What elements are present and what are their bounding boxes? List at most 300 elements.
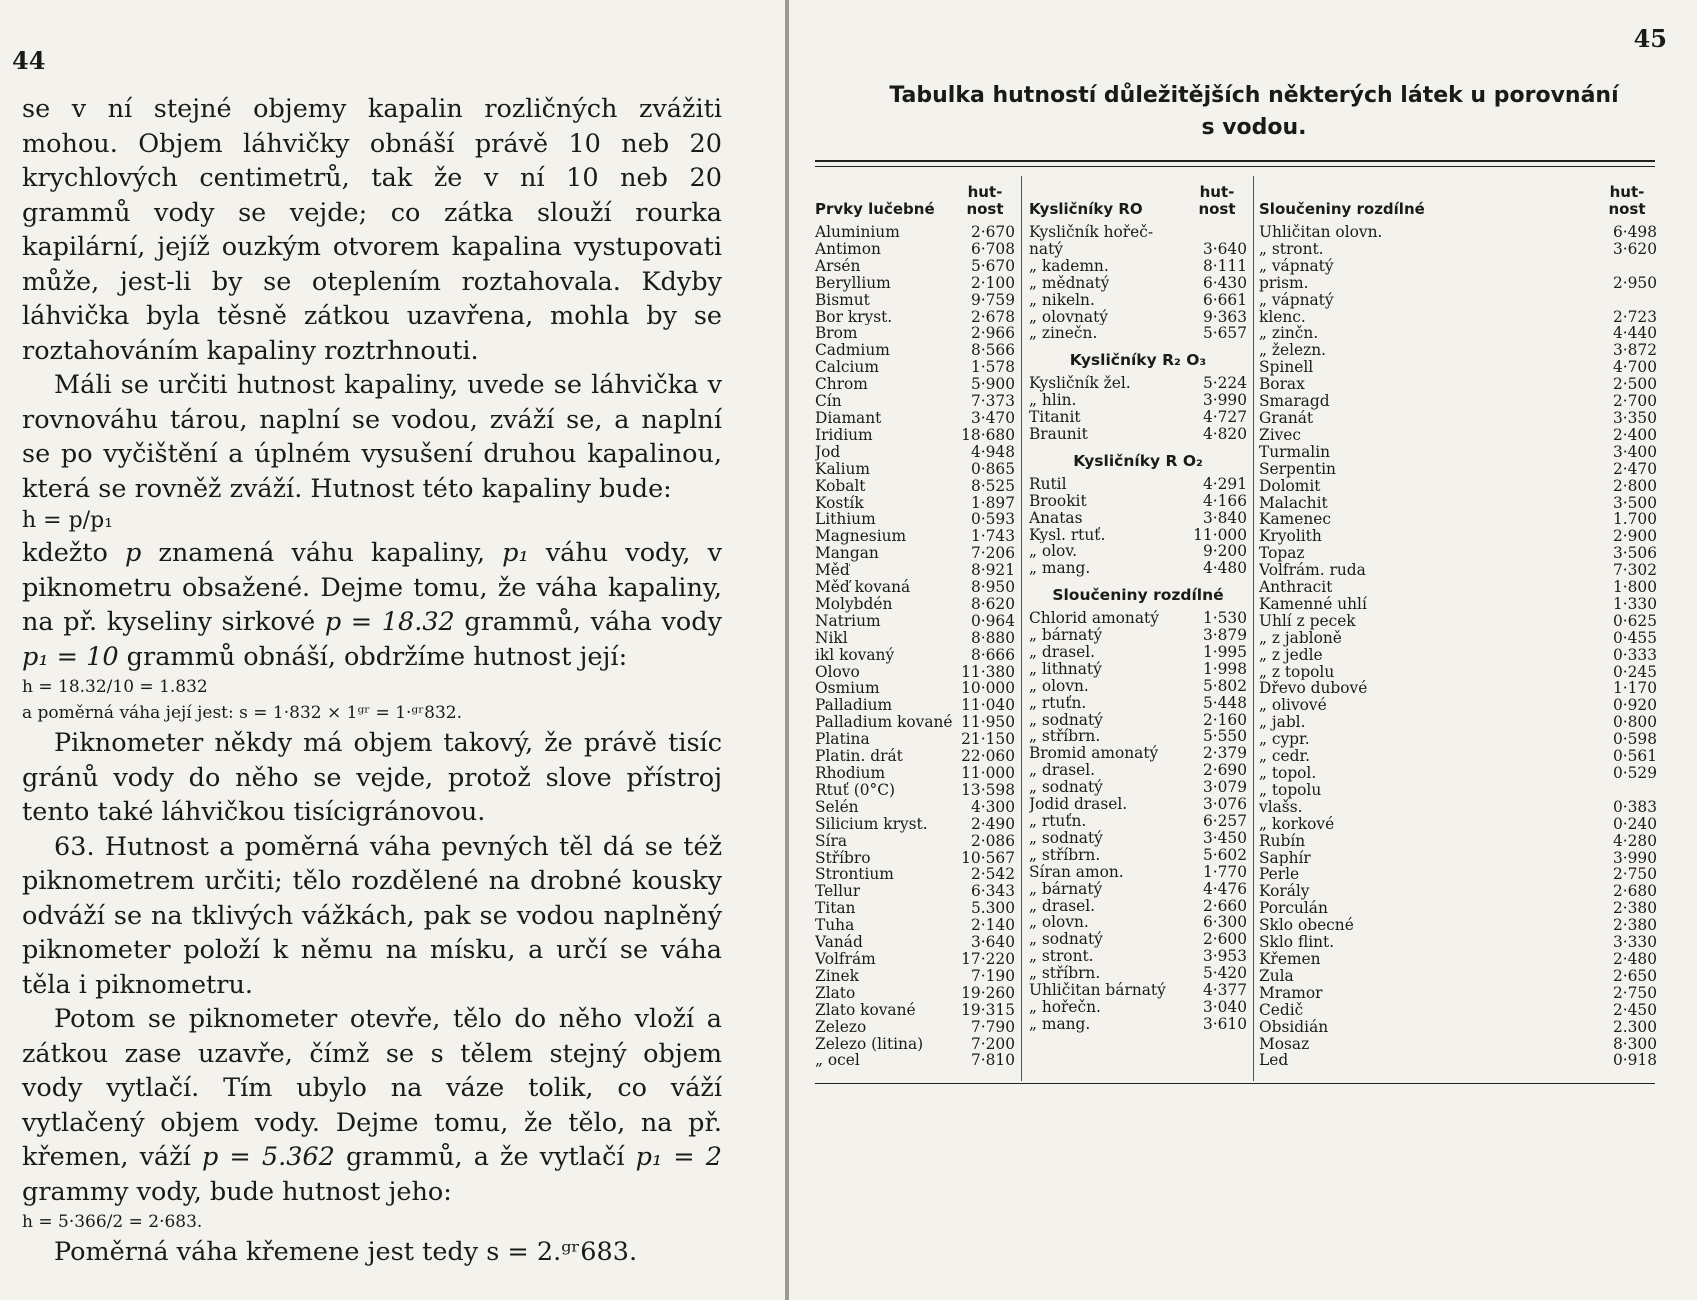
table-row <box>1029 476 1247 493</box>
substance-name: Měď kovaná <box>815 579 911 596</box>
density-value: 7·373 <box>970 392 1015 411</box>
table-row <box>1029 375 1247 392</box>
density-value: 1.700 <box>1612 510 1657 529</box>
density-value: 2·650 <box>1612 966 1657 985</box>
table-rule-top <box>815 160 1655 162</box>
table-row <box>815 376 1015 393</box>
table-row <box>1259 359 1657 376</box>
table-row <box>1029 914 1247 931</box>
table-row <box>1259 917 1657 934</box>
table-row <box>1259 495 1657 512</box>
substance-name: Palladium <box>815 697 893 715</box>
table-row <box>815 1019 1015 1036</box>
table-row <box>1259 376 1657 393</box>
table-row <box>1029 1016 1247 1033</box>
density-value: 4·377 <box>1202 981 1247 1000</box>
density-value: 17·220 <box>961 949 1015 968</box>
substance-name: Žula <box>1259 967 1294 985</box>
density-value: 2·450 <box>1612 1000 1657 1019</box>
density-value: 2·750 <box>1612 983 1657 1002</box>
density-value: 3·610 <box>1202 1014 1247 1033</box>
density-value: 11·380 <box>961 662 1015 681</box>
table-row <box>1259 410 1657 427</box>
density-value: 1·578 <box>970 358 1015 377</box>
table-row <box>815 495 1015 512</box>
substance-name: Mosaz <box>1259 1035 1310 1053</box>
table-row <box>1029 292 1247 309</box>
substance-name: klenc. <box>1259 308 1306 326</box>
substance-name: „ topol. <box>1259 765 1317 782</box>
density-value: 11·000 <box>1193 525 1247 544</box>
table-row <box>815 410 1015 427</box>
subsection-heading: Kysličníky R₂ O₃ <box>1069 351 1207 370</box>
substance-name: Kamenec <box>1259 511 1332 529</box>
density-value: 5·657 <box>1202 324 1247 343</box>
density-value: 3·076 <box>1202 795 1247 814</box>
column-separator <box>1253 176 1254 1081</box>
substance-name: „ stront. <box>1029 948 1094 966</box>
density-value: 6·257 <box>1202 812 1247 830</box>
density-value: 8·921 <box>970 561 1015 580</box>
formula-relative-weight: a poměrná váha její jest: s = 1·832 × 1ᵍʳ = 1·ᵍʳ832. <box>22 703 462 723</box>
density-value: 2·800 <box>1612 476 1657 495</box>
paragraph-5: 63. Hutnost a poměrná váha pevných těl dá se též piknometrem určiti; tělo rozdělené na drobné kousky odváží se na tklivých vážkách, pak se vodou naplněný piknometer položí k němu na mísku, a určí se váha těla i piknometru. <box>22 831 722 1000</box>
subsection-heading: Kysličníky R O₂ <box>1073 451 1203 470</box>
column-header <box>1029 176 1247 218</box>
substance-name: „ bárnatý <box>1029 880 1103 898</box>
table-row <box>1029 999 1247 1016</box>
density-value: 7·810 <box>970 1051 1015 1070</box>
table-row <box>1029 745 1247 762</box>
substance-name: Iridium <box>815 426 873 444</box>
substance-name: Železo (litina) <box>815 1035 924 1053</box>
column-header <box>815 176 1015 218</box>
table-column-compounds <box>1259 176 1657 1069</box>
table-row <box>815 883 1015 900</box>
table-row <box>1259 1019 1657 1036</box>
density-value: 2·490 <box>970 814 1015 833</box>
density-value: 1·770 <box>1202 862 1247 881</box>
table-row <box>815 444 1015 461</box>
column-header-density: hut-nost <box>1608 183 1646 218</box>
table-row <box>815 241 1015 258</box>
substance-name: „ stříbrn. <box>1029 846 1101 864</box>
substance-name: „ olovnatý <box>1029 308 1108 326</box>
table-row <box>815 968 1015 985</box>
substance-name: Rtuť (0°C) <box>815 781 896 799</box>
table-row <box>815 258 1015 275</box>
table-row <box>1259 968 1657 985</box>
density-value: 0·383 <box>1612 797 1657 816</box>
substance-name: Cín <box>815 393 842 410</box>
substance-name: Volfrám. ruda <box>1259 562 1366 580</box>
density-value: 1·800 <box>1612 578 1657 597</box>
table-row <box>1259 1002 1657 1019</box>
table-title-line-1: Tabulka hutností důležitějších některých látek u porovnání <box>889 83 1619 108</box>
table-row <box>1029 864 1247 881</box>
density-value: 0·800 <box>1612 713 1657 732</box>
table-row <box>1029 712 1247 729</box>
density-value: 6·430 <box>1202 273 1247 292</box>
density-value: 0·455 <box>1612 628 1657 647</box>
substance-name: Čedič <box>1259 1001 1304 1019</box>
substance-name: Smaragd <box>1259 393 1330 410</box>
formula-density-ratio: h = p/p₁ <box>22 508 113 533</box>
text-span: grammy vody, bude hutnost jeho: <box>22 1176 452 1207</box>
table-rows <box>1029 610 1247 1033</box>
table-row <box>1259 342 1657 359</box>
substance-name: Kalium <box>815 460 871 478</box>
density-value: 3·640 <box>1202 239 1247 258</box>
table-row <box>815 714 1015 731</box>
density-value: 2·480 <box>1612 949 1657 968</box>
column-header-density: hut-nost <box>1198 183 1236 218</box>
density-value: 3·879 <box>1202 626 1247 645</box>
substance-name: Serpentin <box>1259 460 1336 478</box>
substance-name: Sklo flint. <box>1259 934 1335 951</box>
density-value: 2·160 <box>1202 710 1247 729</box>
table-row <box>815 799 1015 816</box>
table-rows <box>1259 224 1657 1069</box>
table-row <box>815 748 1015 765</box>
density-value: 3·470 <box>970 408 1015 427</box>
density-value: 2·100 <box>970 273 1015 292</box>
substance-name: Aluminium <box>815 224 900 241</box>
substance-name: Braunit <box>1029 425 1088 443</box>
table-row <box>815 647 1015 664</box>
substance-name: vlašs. <box>1259 798 1303 816</box>
table-row <box>815 630 1015 647</box>
density-value: 0·561 <box>1612 747 1657 766</box>
substance-name: Borax <box>1259 376 1305 394</box>
table-row <box>1029 560 1247 577</box>
substance-name: „ vápnatý <box>1259 291 1334 309</box>
table-row <box>1029 309 1247 326</box>
substance-name: „ drasel. <box>1029 643 1096 661</box>
table-title <box>859 80 1649 144</box>
density-value: 4·291 <box>1202 474 1247 493</box>
paragraph-7: Poměrná váha křemene jest tedy s = 2.ᵍʳ683. <box>54 1237 638 1267</box>
table-row <box>815 680 1015 697</box>
substance-name: Rubín <box>1259 832 1306 850</box>
table-row <box>815 985 1015 1002</box>
density-value: 2·600 <box>1202 930 1247 949</box>
substance-name: Kysličník žel. <box>1029 375 1131 393</box>
table-row <box>1259 393 1657 410</box>
density-value: 2·680 <box>1612 882 1657 901</box>
substance-name: Anthracit <box>1259 579 1333 596</box>
table-row <box>1259 850 1657 867</box>
table-row <box>1259 613 1657 630</box>
table-row <box>1029 982 1247 999</box>
density-value: 3·400 <box>1612 442 1657 461</box>
density-value: 0·529 <box>1612 764 1657 782</box>
table-row <box>815 596 1015 613</box>
density-value: 3·350 <box>1612 408 1657 427</box>
table-row <box>1029 881 1247 898</box>
substance-name: Porculán <box>1259 900 1328 918</box>
substance-name: Brom <box>815 325 858 343</box>
substance-name: prism. <box>1259 274 1309 292</box>
table-row <box>815 461 1015 478</box>
substance-name: „ železn. <box>1259 342 1327 360</box>
table-row <box>815 613 1015 630</box>
table-row <box>1259 833 1657 850</box>
density-value: 5·420 <box>1202 964 1247 983</box>
table-row <box>1259 985 1657 1002</box>
density-value: 2·670 <box>970 223 1015 241</box>
substance-name: „ olov. <box>1029 543 1078 561</box>
density-value: 4·476 <box>1202 879 1247 898</box>
substance-name: „ sodnatý <box>1029 779 1103 797</box>
density-value: 3·953 <box>1202 947 1247 966</box>
substance-name: Síran amon. <box>1029 863 1124 881</box>
table-row <box>1259 630 1657 647</box>
substance-name: Antimon <box>815 240 881 258</box>
table-row <box>1259 883 1657 900</box>
table-row <box>815 731 1015 748</box>
substance-name: Molybdén <box>815 595 893 613</box>
table-row <box>1029 847 1247 864</box>
density-value: 9·200 <box>1202 542 1247 561</box>
table-row <box>1029 543 1247 560</box>
density-value: 0·865 <box>970 459 1015 478</box>
density-value: 2·380 <box>1612 899 1657 918</box>
table-row <box>815 697 1015 714</box>
substance-name: Bor kryst. <box>815 308 893 326</box>
substance-name: „ cedr. <box>1259 748 1311 765</box>
table-row <box>1259 528 1657 545</box>
table-row <box>1029 224 1247 241</box>
density-value: 8·950 <box>970 578 1015 597</box>
density-value: 4·166 <box>1202 491 1247 510</box>
table-row <box>1259 1052 1657 1069</box>
table-column-oxides <box>1029 176 1247 1033</box>
density-value: 6·708 <box>970 239 1015 258</box>
density-value: 19·315 <box>961 1000 1015 1019</box>
density-value: 2·678 <box>970 307 1015 326</box>
table-row <box>815 292 1015 309</box>
substance-name: Silicium kryst. <box>815 815 928 833</box>
substance-name: Zlato kované <box>815 1001 916 1019</box>
table-row <box>1259 511 1657 528</box>
substance-name: Síra <box>815 832 847 850</box>
substance-name: Železo <box>815 1018 867 1036</box>
density-value: 2·400 <box>1612 425 1657 444</box>
substance-name: Mramor <box>1259 984 1323 1002</box>
substance-name: Tuha <box>815 917 855 935</box>
table-row <box>1029 695 1247 712</box>
table-row <box>815 511 1015 528</box>
density-value: 8·880 <box>970 628 1015 647</box>
substance-name: Brookit <box>1029 492 1087 510</box>
table-column-elements <box>815 176 1015 1069</box>
text-span: Potom se piknometer otevře, tělo do něho vloží a zátkou zase uzavře, čímž se s tělem stejný objem vody vytlačí. Tím ubylo na váze tolik, co váží vytlačený objem vody. Dejme tomu, že tělo, na př. křemen, váží <box>22 1004 722 1172</box>
text-span: grammů obnáší, obdržíme hutnost její: <box>118 641 628 672</box>
page-number-right: 45 <box>1633 24 1667 53</box>
table-row <box>815 917 1015 934</box>
substance-name: Arsén <box>815 257 861 275</box>
substance-name: Obsidián <box>1259 1018 1329 1036</box>
density-value: 5·670 <box>970 256 1015 275</box>
density-value: 6·343 <box>970 882 1015 901</box>
substance-name: „ nikeln. <box>1029 291 1095 309</box>
table-row <box>1029 796 1247 813</box>
density-value: 1·530 <box>1202 609 1247 628</box>
table-row <box>1259 731 1657 748</box>
table-row <box>1029 661 1247 678</box>
substance-name: Perle <box>1259 866 1300 884</box>
table-row <box>1259 579 1657 596</box>
table-row <box>815 900 1015 917</box>
substance-name: „ jabl. <box>1259 714 1306 732</box>
table-row <box>815 562 1015 579</box>
table-row <box>1029 275 1247 292</box>
substance-name: Sklo obecné <box>1259 917 1354 935</box>
table-row <box>815 951 1015 968</box>
substance-name: Chlorid amonatý <box>1029 610 1159 628</box>
substance-name: Uhličitan bárnatý <box>1029 982 1166 999</box>
table-row <box>815 359 1015 376</box>
column-header-name: Sloučeniny rozdílné <box>1259 200 1425 218</box>
table-row <box>1029 813 1247 830</box>
equation-p1: p₁ = 10 <box>22 641 119 672</box>
variable-p: p <box>125 538 142 568</box>
paragraph-3 <box>22 536 722 674</box>
substance-name: Kostík <box>815 494 864 512</box>
paragraph-2: Máli se určiti hutnost kapaliny, uvede se láhvička v rovnováhu tárou, naplní se vodou, zváží se, a naplní se po vyčištění a úplném vysušení druhou kapalinou, která se rovněž zváží. Hutnost této kapaliny bude: <box>22 370 722 504</box>
density-value: 22·060 <box>961 747 1015 766</box>
density-value: 2.300 <box>1612 1017 1657 1036</box>
substance-name: Magnesium <box>815 528 907 546</box>
table-row <box>1259 900 1657 917</box>
density-value: 4·480 <box>1202 559 1247 578</box>
density-value: 4·820 <box>1202 424 1247 443</box>
column-separator <box>1021 176 1022 1081</box>
density-value: 4·948 <box>970 442 1015 461</box>
substance-name: Strontium <box>815 866 894 884</box>
right-page <box>789 0 1697 1300</box>
table-row <box>1029 728 1247 745</box>
paragraph-4: Piknometer někdy má objem takový, že právě tisíc gránů vody do něho se vejde, protož slove přístroj tento také láhvičkou tisícigránovou. <box>22 728 722 827</box>
density-value: 0·593 <box>970 510 1015 529</box>
substance-name: Kamenné uhlí <box>1259 595 1367 613</box>
table-row <box>1029 510 1247 527</box>
substance-name: Volfrám <box>815 950 876 968</box>
substance-name: Rutil <box>1029 475 1067 493</box>
table-row <box>1259 461 1657 478</box>
table-row <box>1029 241 1247 258</box>
density-value: 2·500 <box>1612 375 1657 394</box>
density-value: 0·920 <box>1612 696 1657 715</box>
substance-name: Beryllium <box>815 274 891 292</box>
density-value: 3·450 <box>1202 828 1247 847</box>
density-value: 1·995 <box>1202 642 1247 661</box>
density-value: 19·260 <box>961 983 1015 1002</box>
density-value: 2·966 <box>970 324 1015 343</box>
density-value: 2·660 <box>1202 896 1247 915</box>
substance-name: „ mang. <box>1029 1015 1091 1033</box>
density-value: 5·550 <box>1202 727 1247 746</box>
table-row <box>1259 224 1657 241</box>
table-row <box>815 833 1015 850</box>
table-row <box>1259 325 1657 342</box>
density-value: 0·240 <box>1612 814 1657 833</box>
substance-name: „ stříbrn. <box>1029 965 1101 983</box>
table-row <box>815 342 1015 359</box>
density-value: 5·802 <box>1202 676 1247 695</box>
table-row <box>815 427 1015 444</box>
substance-name: Chrom <box>815 376 868 394</box>
density-value: 8·620 <box>970 594 1015 613</box>
substance-name: Měď <box>815 562 850 580</box>
substance-name: Titanit <box>1029 409 1081 426</box>
substance-name: Led <box>1259 1052 1289 1070</box>
substance-name: Calcium <box>815 359 879 377</box>
left-page <box>0 0 785 1300</box>
substance-name: Zinek <box>815 967 859 985</box>
substance-name: „ stříbrn. <box>1029 728 1101 746</box>
density-value: 2·140 <box>970 916 1015 935</box>
table-row <box>815 325 1015 342</box>
substance-name: Kryolith <box>1259 528 1322 546</box>
table-row <box>1029 409 1247 426</box>
density-value: 3·620 <box>1612 239 1657 258</box>
substance-name: „ hořečn. <box>1029 998 1101 1016</box>
substance-name: „ kademn. <box>1029 257 1109 275</box>
substance-name: „ rtuťn. <box>1029 694 1087 712</box>
table-row <box>815 309 1015 326</box>
table-row <box>1259 275 1657 292</box>
density-value: 8·300 <box>1612 1034 1657 1053</box>
substance-name: „ mang. <box>1029 560 1091 578</box>
table-row <box>1029 931 1247 948</box>
substance-name: „ lithnatý <box>1029 660 1102 678</box>
table-row <box>1259 664 1657 681</box>
substance-name: „ z jedle <box>1259 646 1323 664</box>
density-value: 5·448 <box>1202 693 1247 712</box>
table-row <box>1259 258 1657 275</box>
substance-name: „ z topolu <box>1259 663 1335 681</box>
table-row <box>1029 762 1247 779</box>
substance-name: „ drasel. <box>1029 762 1096 780</box>
substance-name: „ olovn. <box>1029 677 1089 695</box>
variable-p1: p₁ <box>502 538 529 568</box>
substance-name: „ z jabloně <box>1259 629 1342 647</box>
substance-name: Natrium <box>815 612 881 630</box>
density-value: 2·900 <box>1612 527 1657 546</box>
density-value: 18·680 <box>961 425 1015 444</box>
table-row <box>815 1052 1015 1069</box>
text-span: grammů, váha vody <box>454 607 722 637</box>
density-value: 3·872 <box>1612 341 1657 360</box>
paragraph-1: se v ní stejné objemy kapalin rozličných zvážiti mohou. Objem láhvičky obnáší právě 10 neb 20 krychlových centimetrů, tak že v ní 10 neb 20 grammů vody se vejde; co zátka slouží rourka kapilární, jejíž ouzkým otvorem kapalina vystupovati může, jest-li by se oteplením roztahovala. Kdyby láhvička byla těsně zátkou uzavřena, mohla by se roztahováním kapaliny roztrhnouti. <box>22 94 722 366</box>
table-row <box>1259 562 1657 579</box>
table-row <box>1259 680 1657 697</box>
substance-name: „ sodnatý <box>1029 711 1103 729</box>
substance-name: „ olivové <box>1259 697 1327 715</box>
density-value: 4·280 <box>1612 831 1657 850</box>
density-value: 2·700 <box>1612 392 1657 411</box>
table-row <box>1029 965 1247 982</box>
density-value: 2·379 <box>1202 744 1247 763</box>
table-row <box>1029 678 1247 695</box>
table-row <box>1029 948 1247 965</box>
density-value: 9·759 <box>970 290 1015 309</box>
density-value: 2·723 <box>1612 307 1657 326</box>
subsection-heading: Sloučeniny rozdílné <box>1052 586 1224 605</box>
equation-p: p = 18.32 <box>324 607 455 637</box>
